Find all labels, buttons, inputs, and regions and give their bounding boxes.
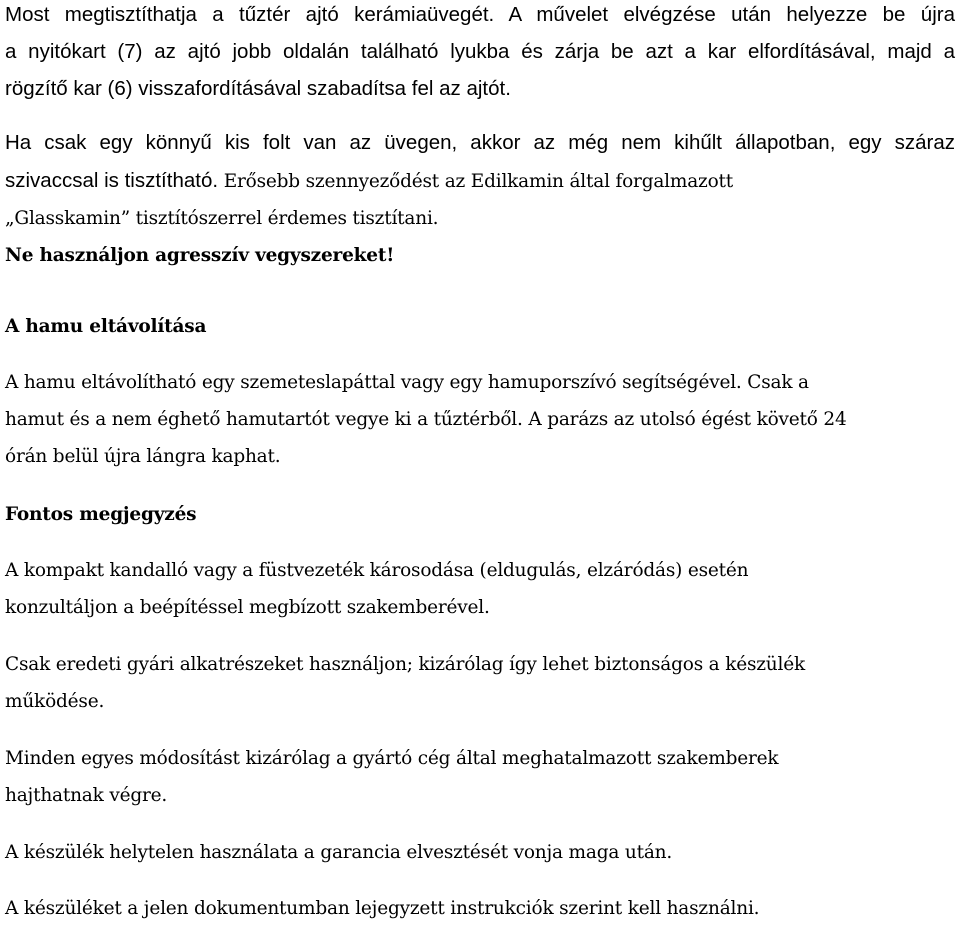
paragraph-line: A kompakt kandalló vagy a füstvezeték károsodása (eldugulás, elzáródás) esetén <box>5 560 749 581</box>
paragraph-note-warranty: A készülék helytelen használata a garancia elvesztését vonja maga után. <box>5 842 673 863</box>
paragraph-line: Most megtisztíthatja a tűztér ajtó kerámiaüvegét. A művelet elvégzése után helyezze be újra <box>5 3 955 26</box>
paragraph-glass-cleaning <box>5 124 955 237</box>
paragraph-line: a nyitókart (7) az ajtó jobb oldalán található lyukba és zárja be azt a kar elfordításával, majd a <box>5 40 955 63</box>
paragraph-glass-door <box>5 0 955 107</box>
paragraph-line: rögzítő kar (6) visszafordításával szabadítsa fel az ajtót. <box>5 77 511 100</box>
paragraph-line: órán belül újra lángra kaphat. <box>5 446 281 467</box>
paragraph-ash-removal <box>5 364 955 475</box>
heading-ash-removal: A hamu eltávolítása <box>5 316 207 337</box>
paragraph-line <box>5 162 955 200</box>
paragraph-note-damage <box>5 552 748 626</box>
paragraph-line-text: szivaccsal is tisztítható. <box>5 169 219 192</box>
paragraph-line <box>5 124 955 162</box>
paragraph-line: „Glasskamin” tisztítószerrel érdemes tisztítani. <box>5 208 439 229</box>
paragraph-note-parts <box>5 646 805 720</box>
paragraph-line: Csak eredeti gyári alkatrészeket használjon; kizárólag így lehet biztonságos a készülék <box>5 654 805 675</box>
heading-important-note: Fontos megjegyzés <box>5 504 197 525</box>
warning-text: Ne használjon agresszív vegyszereket! <box>5 245 395 266</box>
paragraph-note-instructions: A készüléket a jelen dokumentumban lejegyzett instrukciók szerint kell használni. <box>5 898 760 919</box>
paragraph-line-text: Erősebb szennyeződést az Edilkamin által forgalmazott <box>218 171 734 192</box>
paragraph-line: működése. <box>5 691 105 712</box>
paragraph-line: konzultáljon a beépítéssel megbízott szakemberével. <box>5 597 490 618</box>
paragraph-line: hajthatnak végre. <box>5 785 168 806</box>
paragraph-line-text: Ha csak egy könnyű kis folt van az üvegen, akkor az még nem kihűlt állapotban, egy száraz <box>5 131 955 154</box>
paragraph-note-modifications <box>5 740 778 814</box>
paragraph-line: hamut és a nem éghető hamutartót vegye ki a tűztérből. A parázs az utolsó égést követő 24 <box>5 409 847 430</box>
paragraph-line: Minden egyes módosítást kizárólag a gyártó cég által meghatalmazott szakemberek <box>5 748 779 769</box>
paragraph-line: A hamu eltávolítható egy szemeteslapáttal vagy egy hamuporszívó segítségével. Csak a <box>5 372 809 393</box>
